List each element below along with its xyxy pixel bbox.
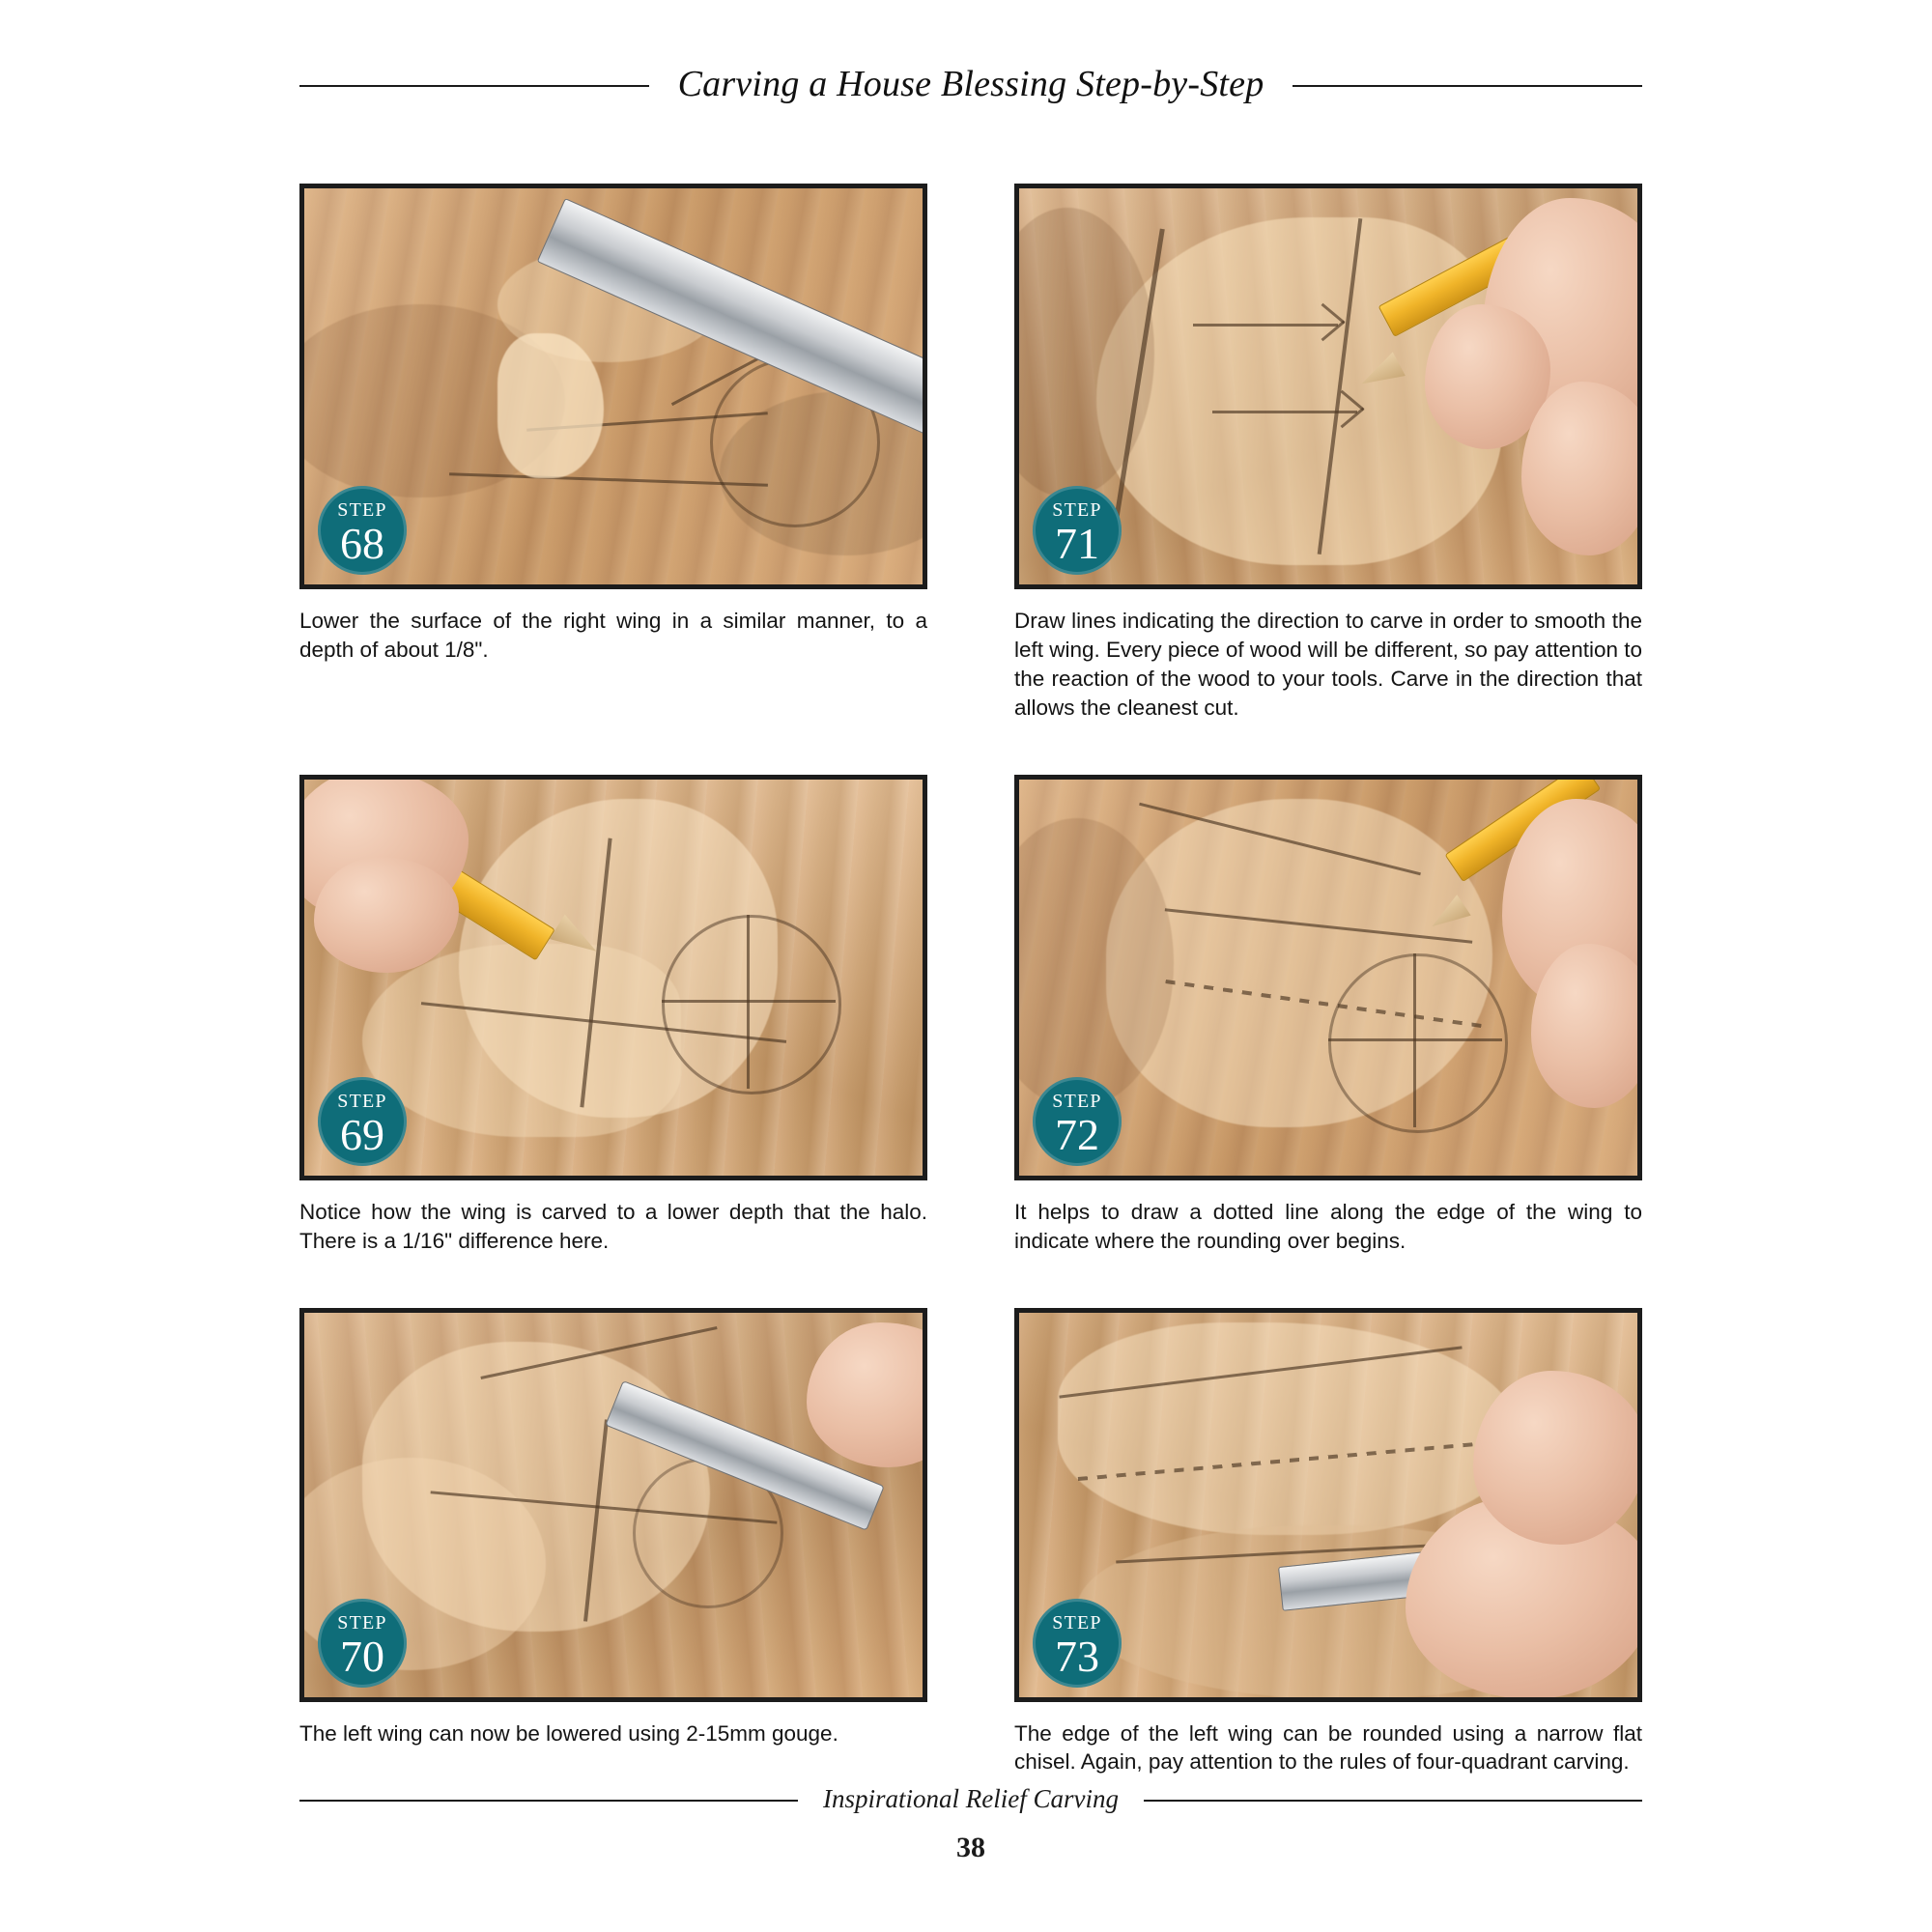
step-badge-number: 73 — [1055, 1631, 1099, 1681]
footer-rule-left — [299, 1800, 798, 1802]
step-badge-number: 69 — [340, 1109, 384, 1159]
step-badge-number: 70 — [340, 1631, 384, 1681]
book-title: Inspirational Relief Carving — [823, 1784, 1119, 1813]
step-badge — [1033, 486, 1122, 575]
step-photo — [299, 184, 927, 589]
step-badge-number: 68 — [340, 519, 384, 568]
page-header — [299, 60, 1642, 108]
step-photo — [299, 775, 927, 1180]
step-photo — [1014, 1308, 1642, 1702]
step-caption: Lower the surface of the right wing in a similar manner, to a depth of about 1/8". — [299, 609, 927, 662]
step-badge — [318, 486, 407, 575]
step-badge — [318, 1077, 407, 1166]
step-badge-word: STEP — [1052, 499, 1102, 521]
step-badge-word: STEP — [337, 1090, 387, 1112]
step-item — [299, 184, 927, 723]
step-photo — [299, 1308, 927, 1702]
step-photo — [1014, 775, 1642, 1180]
step-item — [1014, 775, 1642, 1256]
step-badge-number: 72 — [1055, 1109, 1099, 1159]
step-badge-word: STEP — [337, 1611, 387, 1634]
step-badge-word: STEP — [1052, 1090, 1102, 1112]
step-badge — [318, 1599, 407, 1688]
page-footer — [299, 1784, 1642, 1864]
step-photo — [1014, 184, 1642, 589]
step-badge-number: 71 — [1055, 519, 1099, 568]
footer-rule-right — [1144, 1800, 1642, 1802]
page-title: Carving a House Blessing Step-by-Step — [677, 64, 1264, 104]
step-caption: Draw lines indicating the direction to carve in order to smooth the left wing. Every piece of wood will be different, so pay attention to the reaction of the wood to your tools. Carve in the direction that allows the cleanest cut. — [1014, 609, 1642, 720]
step-badge-word: STEP — [337, 499, 387, 521]
page-number: 38 — [956, 1832, 985, 1863]
step-caption: It helps to draw a dotted line along the edge of the wing to indicate where the rounding over begins. — [1014, 1199, 1642, 1253]
step-item — [1014, 184, 1642, 723]
step-caption: Notice how the wing is carved to a lower depth that the halo. There is a 1/16" difference here. — [299, 1199, 927, 1253]
header-rule-left — [299, 85, 649, 87]
header-rule-right — [1293, 85, 1642, 87]
step-item — [299, 775, 927, 1256]
step-badge — [1033, 1077, 1122, 1166]
step-item — [1014, 1308, 1642, 1777]
steps-grid — [299, 184, 1642, 1776]
step-caption: The left wing can now be lowered using 2-15mm gouge. — [299, 1720, 838, 1746]
footer-title-line — [299, 1784, 1642, 1814]
step-badge-word: STEP — [1052, 1611, 1102, 1634]
step-item — [299, 1308, 927, 1777]
step-caption: The edge of the left wing can be rounded using a narrow flat chisel. Again, pay attention to the rules of four-quadrant carving. — [1014, 1720, 1642, 1775]
step-badge — [1033, 1599, 1122, 1688]
